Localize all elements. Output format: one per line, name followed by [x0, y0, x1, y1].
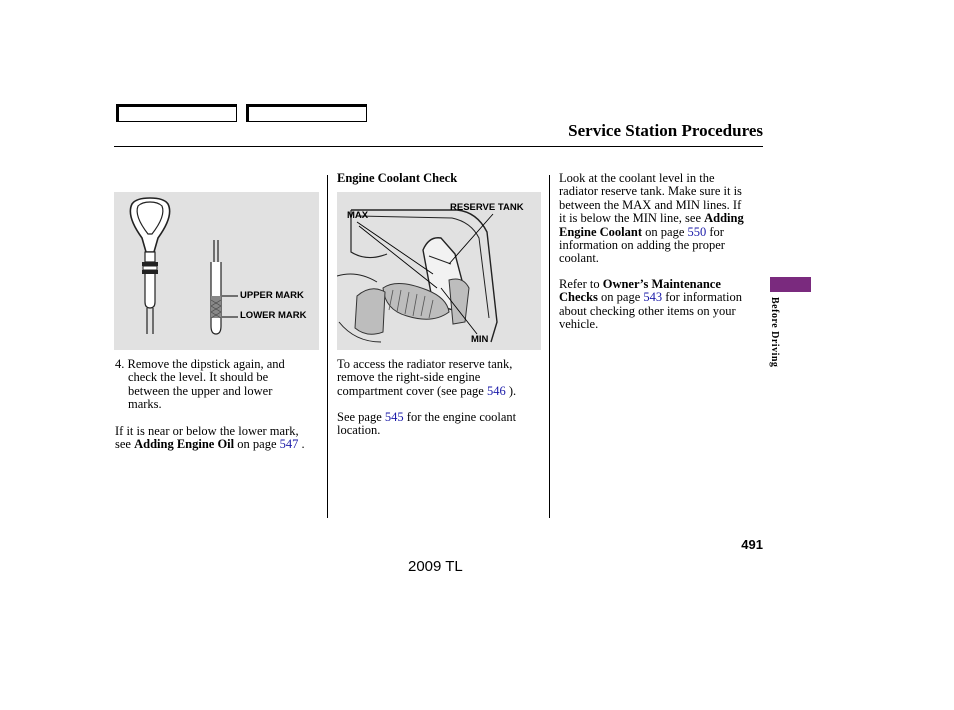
lower-mark-label: LOWER MARK	[240, 310, 307, 321]
column-divider-2	[549, 175, 550, 518]
coolant-level-paragraph: Look at the coolant level in the radiator reserve tank. Make sure it is between the MAX and MIN lines. If it is below the MIN line, see Adding Engine Coolant on page 550 for information on adding the proper coolant.	[559, 171, 744, 266]
section-tab[interactable]	[770, 277, 811, 292]
min-label: MIN	[471, 334, 489, 345]
footer-model: 2009 TL	[408, 558, 463, 575]
coolant-figure	[337, 192, 541, 350]
step-4: 4. Remove the dipstick again, and check the level. It should be between the upper and lower marks.	[115, 357, 285, 412]
section-label: Before Driving	[769, 297, 780, 368]
reserve-tank-label: RESERVE TANK	[450, 202, 524, 213]
dipstick-figure	[114, 192, 319, 350]
column-divider-1	[327, 175, 328, 518]
max-label: MAX	[347, 210, 369, 221]
page-title: Service Station Procedures	[568, 121, 763, 140]
dipstick-illustration	[114, 192, 319, 350]
page-link-547[interactable]: 547	[279, 437, 299, 452]
header-rule	[114, 146, 763, 147]
location-paragraph: See page 545 for the engine coolant location.	[337, 410, 517, 438]
page-link-546[interactable]: 546	[486, 383, 506, 398]
oil-paragraph: If it is near or below the lower mark, see Adding Engine Oil on page 547 .	[115, 424, 305, 452]
page-number: 491	[741, 537, 763, 552]
page-link-543[interactable]: 543	[643, 290, 663, 305]
page-link-550[interactable]: 550	[687, 224, 707, 239]
maintenance-paragraph: Refer to Owner’s Maintenance Checks on page 543 for information about checking other items on your vehicle.	[559, 277, 742, 332]
coolant-heading: Engine Coolant Check	[337, 171, 458, 185]
upper-mark-label: UPPER MARK	[240, 290, 304, 301]
page-link-545[interactable]: 545	[384, 410, 404, 424]
access-paragraph: To access the radiator reserve tank, remove the right-side engine compartment cover (see page 546 ).	[337, 357, 517, 398]
nav-button-previous[interactable]	[116, 104, 237, 122]
nav-button-next[interactable]	[246, 104, 367, 122]
